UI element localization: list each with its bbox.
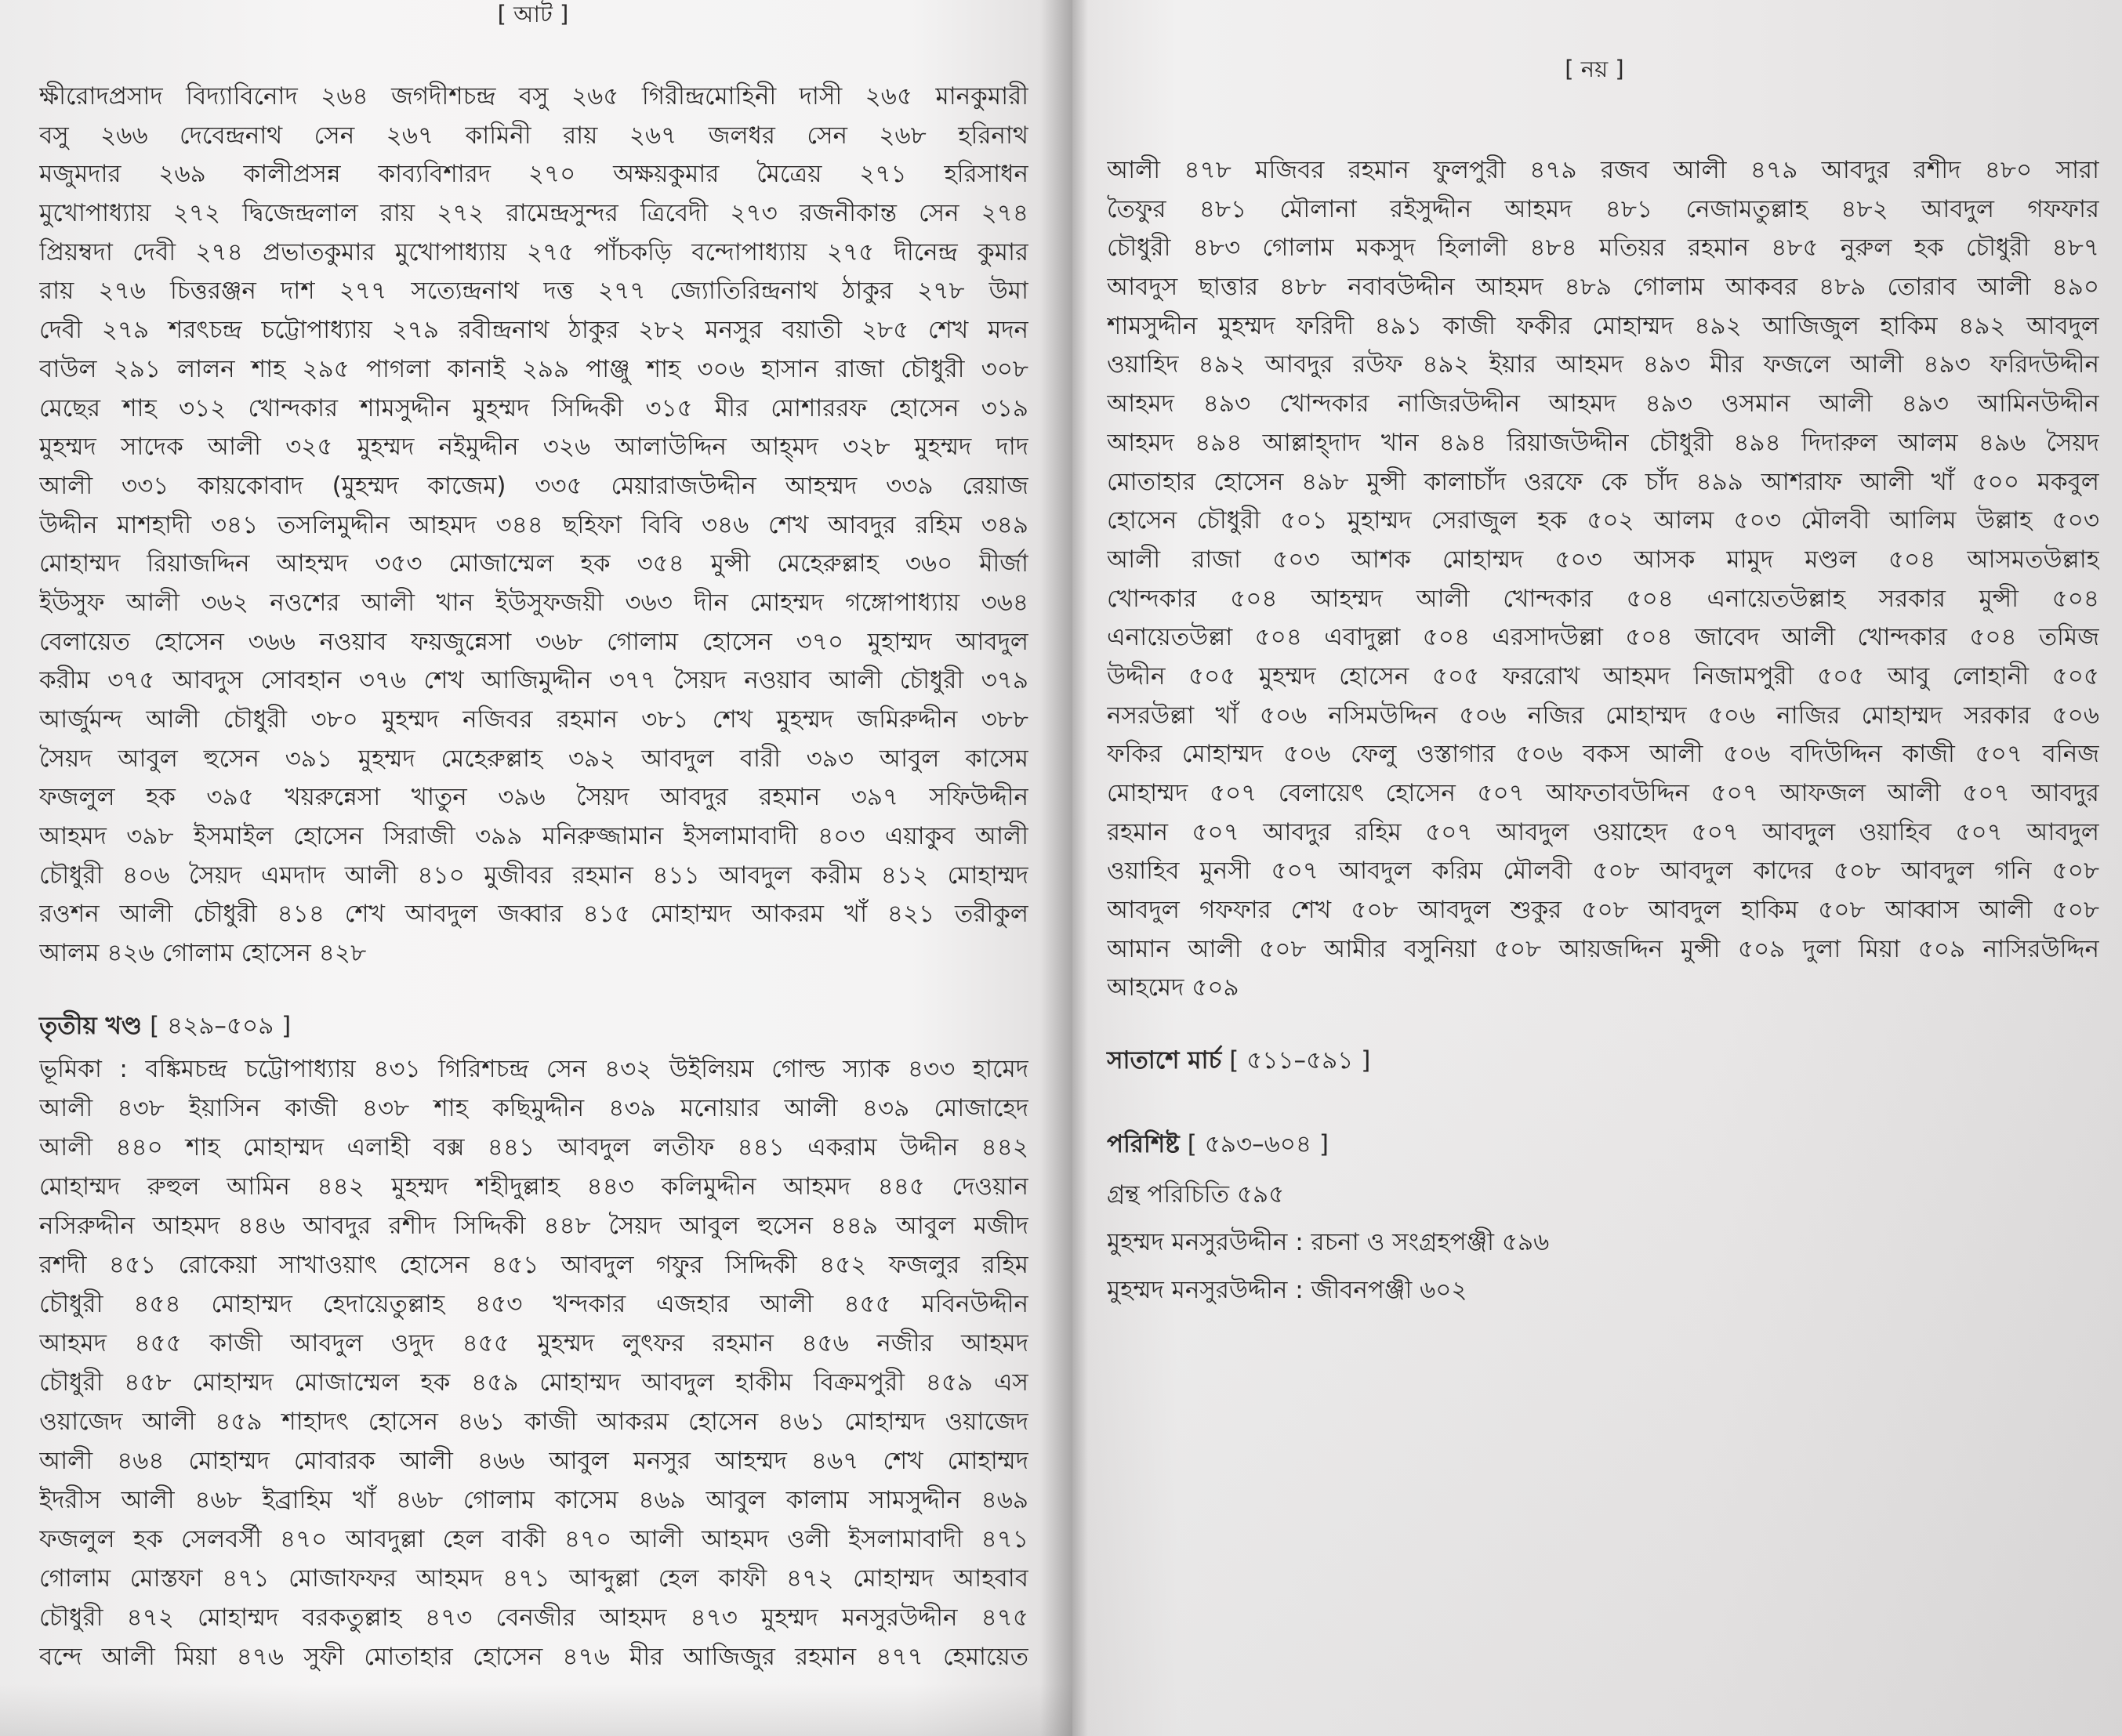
appendix-item: মুহম্মদ মনসুরউদ্দীন : জীবনপঞ্জী ৬০২	[1107, 1276, 1467, 1304]
toc-line: উদ্দীন ৫০৫ মুহম্মদ হোসেন ৫০৫ ফররোখ আহমদ নিজামপুরী ৫০৫ আবু লোহানী ৫০৫	[1107, 661, 2099, 690]
section-heading-march	[1107, 1041, 1370, 1080]
toc-line: বেলায়েত হোসেন ৩৬৬ নওয়াব ফয়জুন্নেসা ৩৬৮ গোলাম হোসেন ৩৭০ মুহাম্মদ আবদুল	[39, 627, 1028, 656]
toc-line: বসু ২৬৬ দেবেন্দ্রনাথ সেন ২৬৭ কামিনী রায় ২৬৭ জলধর সেন ২৬৮ হরিনাথ	[39, 121, 1028, 150]
toc-line: গোলাম মোস্তফা ৪৭১ মোজাফফর আহমদ ৪৭১ আব্দুল্লা হেল কাফী ৪৭২ মোহাম্মদ আহবাব	[39, 1564, 1028, 1593]
toc-line: ওয়াহিব মুনসী ৫০৭ আবদুল করিম মৌলবী ৫০৮ আবদুল কাদের ৫০৮ আবদুল গনি ৫০৮	[1107, 857, 2099, 886]
toc-line: এনায়েতউল্লা ৫০৪ এবাদুল্লা ৫০৪ এরসাদউল্লা ৫০৪ জাবেদ আলী খোন্দকার ৫০৪ তমিজ	[1107, 623, 2099, 652]
toc-line: রশদী ৪৫১ রোকেয়া সাখাওয়াৎ হোসেন ৪৫১ আবদুল গফুর সিদ্দিকী ৪৫২ ফজলুর রহিম	[39, 1251, 1028, 1279]
toc-line: হোসেন চৌধুরী ৫০১ মুহাম্মদ সেরাজুল হক ৫০২ আলম ৫০৩ মৌলবী আলিম উল্লাহ ৫০৩	[1107, 506, 2099, 535]
toc-line: চৌধুরী ৪৭২ মোহাম্মদ বরকতুল্লাহ ৪৭৩ বেনজীর আহমদ ৪৭৩ মুহম্মদ মনসুরউদ্দীন ৪৭৫	[39, 1604, 1028, 1632]
toc-line: বাউল ২৯১ লালন শাহ ২৯৫ পাগলা কানাই ২৯৯ পাঞ্জু শাহ ৩০৬ হাসান রাজা চৌধুরী ৩০৮	[39, 354, 1028, 383]
toc-line: আবদুল গফফার শেখ ৫০৮ আবদুল শুকুর ৫০৮ আবদুল হাকিম ৫০৮ আব্বাস আলী ৫০৮	[1107, 896, 2099, 925]
section-title: পরিশিষ্ট	[1107, 1130, 1180, 1158]
toc-line: আমান আলী ৫০৮ আমীর বসুনিয়া ৫০৮ আয়জদ্দিন মুন্সী ৫০৯ দুলা মিয়া ৫০৯ নাসিরউদ্দিন	[1107, 934, 2099, 963]
page-number: [ আট ]	[497, 1, 569, 27]
continued-entries	[39, 78, 1028, 973]
toc-line: মোতাহার হোসেন ৪৯৮ মুন্সী কালাচাঁদ ওরফে কে চাঁদ ৪৯৯ আশরাফ আলী খাঁ ৫০০ মকবুল	[1107, 467, 2099, 496]
toc-line: ভূমিকা : বঙ্কিমচন্দ্র চট্টোপাধ্যায় ৪৩১ গিরিশচন্দ্র সেন ৪৩২ উইলিয়ম গোল্ড স্যাক ৪৩৩ হামেদ	[39, 1055, 1028, 1083]
toc-line: মুখোপাধ্যায় ২৭২ দ্বিজেন্দ্রলাল রায় ২৭২ রামেন্দ্রসুন্দর ত্রিবেদী ২৭৩ রজনীকান্ত সেন ২৭৪	[39, 199, 1028, 228]
toc-line: ফকির মোহাম্মদ ৫০৬ ফেলু ওস্তাগার ৫০৬ বকস আলী ৫০৬ বদিউদ্দিন কাজী ৫০৭ বনিজ	[1107, 740, 2099, 769]
toc-line: মোহাম্মদ ৫০৭ বেলায়েৎ হোসেন ৫০৭ আফতাবউদ্দিন ৫০৭ আফজল আলী ৫০৭ আবদুর	[1107, 779, 2099, 807]
toc-line: আলী ৪৩৮ ইয়াসিন কাজী ৪৩৮ শাহ কছিমুদ্দীন ৪৩৯ মনোয়ার আলী ৪৩৯ মোজাহেদ	[39, 1094, 1028, 1122]
toc-line: চৌধুরী ৪৫৪ মোহাম্মদ হেদায়েতুল্লাহ ৪৫৩ খন্দকার এজহার আলী ৪৫৫ মবিনউদ্দীন	[39, 1290, 1028, 1318]
toc-line: আবদুস ছাত্তার ৪৮৮ নবাবউদ্দীন আহমদ ৪৮৯ গোলাম আকবর ৪৮৯ তোরাব আলী ৪৯০	[1107, 273, 2099, 302]
toc-line: আহমেদ ৫০৯	[1107, 973, 1239, 1002]
toc-line: ইদরীস আলী ৪৬৮ ইব্রাহিম খাঁ ৪৬৮ গোলাম কাসেম ৪৬৯ আবুল কালাম সামসুদ্দীন ৪৬৯	[39, 1486, 1028, 1514]
toc-line: বন্দে আলী মিয়া ৪৭৬ সুফী মোতাহার হোসেন ৪৭৬ মীর আজিজুর রহমান ৪৭৭ হেমায়েত	[39, 1643, 1028, 1671]
toc-line: উদ্দীন মাশহাদী ৩৪১ তসলিমুদ্দীন আহমদ ৩৪৪ ছহিফা বিবি ৩৪৬ শেখ আবদুর রহিম ৩৪৯	[39, 510, 1028, 539]
toc-line: আহমদ ৩৯৮ ইসমাইল হোসেন সিরাজী ৩৯৯ মনিরুজ্জামান ইসলামাবাদী ৪০৩ এয়াকুব আলী	[39, 822, 1028, 851]
section-heading-appendix	[1107, 1125, 1329, 1164]
toc-line: আলম ৪২৬ গোলাম হোসেন ৪২৮	[39, 939, 367, 968]
toc-line: আলী রাজা ৫০৩ আশক মোহাম্মদ ৫০৩ আসক মামুদ মণ্ডল ৫০৪ আসমতউল্লাহ	[1107, 545, 2099, 574]
toc-line: চৌধুরী ৪০৬ সৈয়দ এমদাদ আলী ৪১০ মুজীবর রহমান ৪১১ আবদুল করীম ৪১২ মোহাম্মদ	[39, 861, 1028, 890]
toc-line: ফজলুল হক সেলবর্সী ৪৭০ আবদুল্লা হেল বাকী ৪৭০ আলী আহমদ ওলী ইসলামাবাদী ৪৭১	[39, 1525, 1028, 1553]
toc-line: ওয়াজেদ আলী ৪৫৯ শাহাদৎ হোসেন ৪৬১ কাজী আকরম হোসেন ৪৬১ মোহাম্মদ ওয়াজেদ	[39, 1408, 1028, 1436]
toc-line: মোহাম্মদ রিয়াজদ্দিন আহম্মদ ৩৫৩ মোজাম্মেল হক ৩৫৪ মুন্সী মেহেরুল্লাহ ৩৬০ মীর্জা	[39, 549, 1028, 578]
toc-line: ক্ষীরোদপ্রসাদ বিদ্যাবিনোদ ২৬৪ জগদীশচন্দ্র বসু ২৬৫ গিরীন্দ্রমোহিনী দাসী ২৬৫ মানকুমারী	[39, 82, 1028, 111]
toc-line: আলী ৪৭৮ মজিবর রহমান ফুলপুরী ৪৭৯ রজব আলী ৪৭৯ আবদুর রশীদ ৪৮০ সারা	[1107, 156, 2099, 184]
toc-line: প্রিয়ম্বদা দেবী ২৭৪ প্রভাতকুমার মুখোপাধ্যায় ২৭৫ পাঁচকড়ি বন্দোপাধ্যায় ২৭৫ দীনেন্দ্র কুমার	[39, 237, 1028, 266]
continued-entries	[1107, 151, 2099, 1008]
toc-line: মেছের শাহ ৩১২ খোন্দকার শামসুদ্দীন মুহম্মদ সিদ্দিকী ৩১৫ মীর মোশাররফ হোসেন ৩১৯	[39, 393, 1028, 422]
section-page-range: [ ৫১১–৫৯১ ]	[1229, 1046, 1371, 1075]
toc-line: আলী ৪৪০ শাহ মোহাম্মদ এলাহী বক্স ৪৪১ আবদুল লতীফ ৪৪১ একরাম উদ্দীন ৪৪২	[39, 1133, 1028, 1162]
toc-line: সৈয়দ আবুল হুসেন ৩৯১ মুহম্মদ মেহেরুল্লাহ ৩৯২ আবদুল বারী ৩৯৩ আবুল কাসেম	[39, 744, 1028, 773]
toc-line: ওয়াহিদ ৪৯২ আবদুর রউফ ৪৯২ ইয়ার আহমদ ৪৯৩ মীর ফজলে আলী ৪৯৩ ফরিদউদ্দীন	[1107, 350, 2099, 379]
appendix-item: মুহম্মদ মনসুরউদ্দীন : রচনা ও সংগ্রহপঞ্জী ৫৯৬	[1107, 1228, 1550, 1256]
toc-line: রহমান ৫০৭ আবদুর রহিম ৫০৭ আবদুল ওয়াহেদ ৫০৭ আবদুল ওয়াহিব ৫০৭ আবদুল	[1107, 817, 2099, 846]
toc-line: আর্জুমন্দ আলী চৌধুরী ৩৮০ মুহম্মদ নজিবর রহমান ৩৮১ শেখ মুহম্মদ জমিরুদ্দীন ৩৮৮	[39, 705, 1028, 734]
toc-line: আলী ৩৩১ কায়কোবাদ (মুহম্মদ কাজেম) ৩৩৫ মেয়ারাজউদ্দীন আহম্মদ ৩৩৯ রেয়াজ	[39, 471, 1028, 500]
toc-line: নসিরুদ্দীন আহমদ ৪৪৬ আবদুর রশীদ সিদ্দিকী ৪৪৮ সৈয়দ আবুল হুসেন ৪৪৯ আবুল মজীদ	[39, 1212, 1028, 1240]
toc-line: আহমদ ৪৫৫ কাজী আবদুল ওদুদ ৪৫৫ মুহম্মদ লুৎফর রহমান ৪৫৬ নজীর আহমদ	[39, 1329, 1028, 1357]
page-number: [ নয় ]	[1565, 56, 1624, 82]
toc-line: খোন্দকার ৫০৪ আহম্মদ আলী খোন্দকার ৫০৪ এনায়েতউল্লাহ সরকার মুন্সী ৫০৪	[1107, 584, 2099, 613]
toc-line: আহমদ ৪৯৪ আল্লাহ্‌দাদ খান ৪৯৪ রিয়াজউদ্দীন চৌধুরী ৪৯৪ দিদারুল আলম ৪৯৬ সৈয়দ	[1107, 428, 2099, 457]
toc-line: চৌধুরী ৪৮৩ গোলাম মকসুদ হিলালী ৪৮৪ মতিয়র রহমান ৪৮৫ নুরুল হক চৌধুরী ৪৮৭	[1107, 234, 2099, 263]
toc-line: নসরউল্লা খাঁ ৫০৬ নসিমউদ্দিন ৫০৬ নজির মোহাম্মদ ৫০৬ নাজির মোহাম্মদ সরকার ৫০৬	[1107, 701, 2099, 730]
toc-line: চৌধুরী ৪৫৮ মোহাম্মদ মোজাম্মেল হক ৪৫৯ মোহাম্মদ আবদুল হাকীম বিক্রমপুরী ৪৫৯ এস	[39, 1368, 1028, 1397]
part-three-entries	[39, 1049, 1028, 1676]
toc-line: মুহম্মদ সাদেক আলী ৩২৫ মুহম্মদ নইমুদ্দীন ৩২৬ আলাউদ্দিন আহ্‌মদ ৩২৮ মুহম্মদ দাদ	[39, 433, 1028, 462]
toc-line: ফজলুল হক ৩৯৫ খয়রুন্নেসা খাতুন ৩৯৬ সৈয়দ আবদুর রহমান ৩৯৭ সফিউদ্দীন	[39, 783, 1028, 812]
appendix-item: গ্রন্থ পরিচিতি ৫৯৫	[1107, 1180, 1285, 1209]
toc-line: তৈফুর ৪৮১ মৌলানা রইসুদ্দীন আহমদ ৪৮১ নেজামতুল্লাহ ৪৮২ আবদুল গফফার	[1107, 194, 2099, 223]
toc-line: রওশন আলী চৌধুরী ৪১৪ শেখ আবদুল জব্বার ৪১৫ মোহাম্মদ আকরম খাঁ ৪২১ তরীকুল	[39, 900, 1028, 929]
section-heading-part-three	[39, 1006, 291, 1046]
right-page	[1072, 0, 2122, 1736]
appendix-list	[1107, 1171, 2099, 1314]
toc-line: মোহাম্মদ রুহুল আমিন ৪৪২ মুহম্মদ শহীদুল্লাহ ৪৪৩ কলিমুদ্দীন আহমদ ৪৪৫ দেওয়ান	[39, 1172, 1028, 1201]
toc-line: আহমদ ৪৯৩ খোন্দকার নাজিরউদ্দীন আহমদ ৪৯৩ ওসমান আলী ৪৯৩ আমিনউদ্দীন	[1107, 390, 2099, 419]
toc-line: শামসুদ্দীন মুহম্মদ ফরিদী ৪৯১ কাজী ফকীর মোহাম্মদ ৪৯২ আজিজুল হাকিম ৪৯২ আবদুল	[1107, 311, 2099, 340]
section-title: তৃতীয় খণ্ড	[39, 1012, 143, 1040]
toc-line: ইউসুফ আলী ৩৬২ নওশের আলী খান ইউসুফজয়ী ৩৬৩ দীন মোহম্মদ গঙ্গোপাধ্যায় ৩৬৪	[39, 588, 1028, 617]
toc-line: মজুমদার ২৬৯ কালীপ্রসন্ন কাব্যবিশারদ ২৭০ অক্ষয়কুমার মৈত্রেয় ২৭১ হরিসাধন	[39, 160, 1028, 189]
toc-line: দেবী ২৭৯ শরৎচন্দ্র চট্টোপাধ্যায় ২৭৯ রবীন্দ্রনাথ ঠাকুর ২৮২ মনসুর বয়াতী ২৮৫ শেখ মদন	[39, 316, 1028, 345]
toc-line: আলী ৪৬৪ মোহাম্মদ মোবারক আলী ৪৬৬ আবুল মনসুর আহম্মদ ৪৬৭ শেখ মোহাম্মদ	[39, 1447, 1028, 1475]
section-page-range: [ ৫৯৩–৬০৪ ]	[1187, 1130, 1329, 1158]
toc-line: রায় ২৭৬ চিত্তরঞ্জন দাশ ২৭৭ সত্যেন্দ্রনাথ দত্ত ২৭৭ জ্যোতিরিন্দ্রনাথ ঠাকুর ২৭৮ উমা	[39, 277, 1028, 306]
section-page-range: [ ৪২৯–৫০৯ ]	[150, 1012, 292, 1040]
section-title: সাতাশে মার্চ	[1107, 1046, 1222, 1075]
toc-line: করীম ৩৭৫ আবদুস সোবহান ৩৭৬ শেখ আজিমুদ্দীন ৩৭৭ সৈয়দ নওয়াব আলী চৌধুরী ৩৭৯	[39, 666, 1028, 695]
